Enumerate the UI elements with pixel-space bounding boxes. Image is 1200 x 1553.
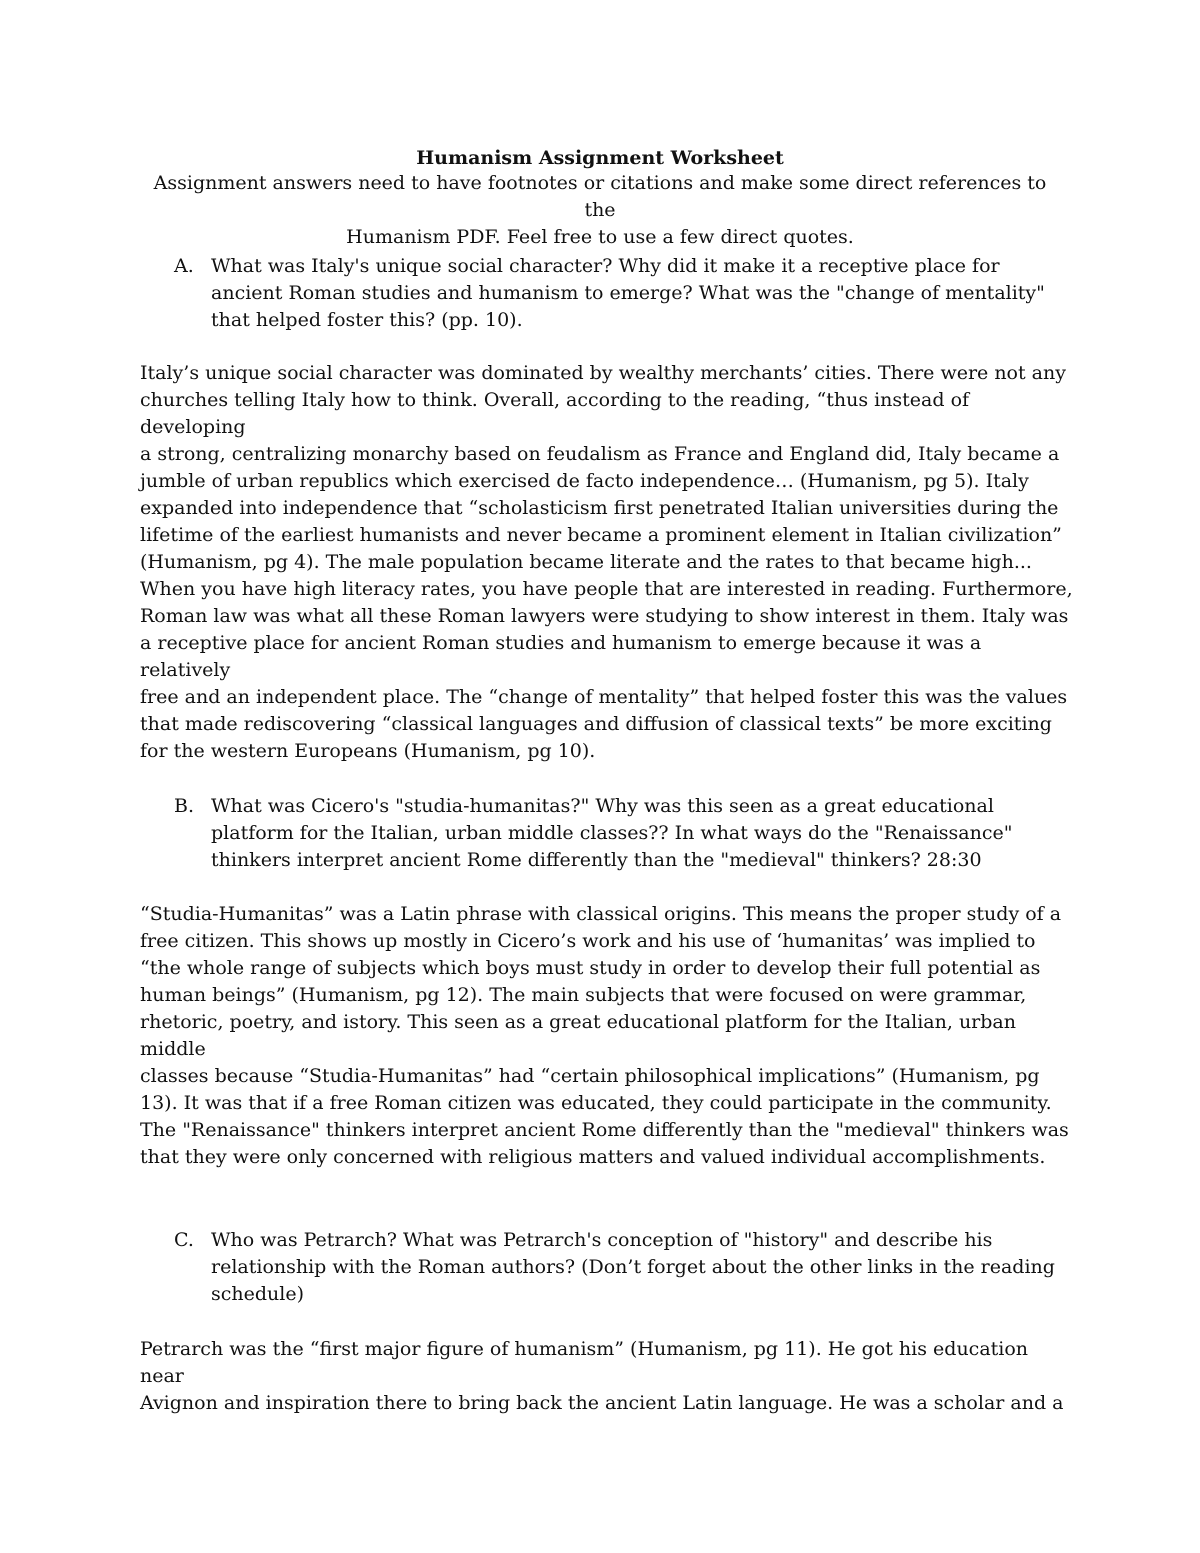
question-a <box>174 253 1074 334</box>
assignment-instructions <box>140 170 1060 251</box>
answer-a: Italy’s unique social character was dominated by wealthy merchants’ cities. There were not any churches telling Italy how to think. Overall, according to the reading, “thus instead of developing a strong, centralizing monarchy based on feudalism as France and England did, Italy became a jumble of urban republics which exercised de facto independence… (Humanism, pg 5). Italy expanded into independence that “scholasticism first penetrated Italian universities during the lifetime of the earliest humanists and never became a prominent element in Italian civilization” (Humanism, pg 4). The male population became literate and the rates to that became high... When you have high literacy rates, you have people that are interested in reading. Furthermore, Roman law was what all these Roman lawyers were studying to show interest in them. Italy was a receptive place for ancient Roman studies and humanism to emerge because it was a relatively free and an independent place. The “change of mentality” that helped foster this was the values that made rediscovering “classical languages and diffusion of classical texts” be more exciting for the western Europeans (Humanism, pg 10). <box>140 362 1073 762</box>
document-title: Humanism Assignment Worksheet <box>416 147 784 169</box>
answer-c: Petrarch was the “first major figure of humanism” (Humanism, pg 11). He got his education near Avignon and inspiration there to bring back the ancient Latin language. He was a scholar and a <box>140 1338 1064 1414</box>
question-text: What was Italy's unique social character? Why did it make it a receptive place for ancient Roman studies and humanism to emerge? What was the "change of mentality" that helped foster this? (pp. 10). <box>211 255 1045 331</box>
answer-b: “Studia-Humanitas” was a Latin phrase with classical origins. This means the proper study of a free citizen. This shows up mostly in Cicero’s work and his use of ‘humanitas’ was implied to “the whole range of subjects which boys must study in order to develop their full potential as human beings” (Humanism, pg 12). The main subjects that were focused on were grammar, rhetoric, poetry, and istory. This seen as a great educational platform for the Italian, urban middle classes because “Studia-Humanitas” had “certain philosophical implications” (Humanism, pg 13). It was that if a free Roman citizen was educated, they could participate in the community. The "Renaissance" thinkers interpret ancient Rome differently than the "medieval" thinkers was that they were only concerned with religious matters and valued individual accomplishments. <box>140 903 1069 1168</box>
question-letter: A. <box>174 255 194 277</box>
question-letter: B. <box>174 795 195 817</box>
instructions-line-1: Assignment answers need to have footnotes or citations and make some direct references to the <box>153 172 1047 221</box>
question-b <box>174 793 1074 874</box>
question-text: What was Cicero's "studia-humanitas?" Why was this seen as a great educational platform for the Italian, urban middle classes?? In what ways do the "Renaissance" thinkers interpret ancient Rome differently than the "medieval" thinkers? 28:30 <box>211 795 1013 871</box>
question-letter: C. <box>174 1229 194 1251</box>
instructions-line-2: Humanism PDF. Feel free to use a few direct quotes. <box>346 226 854 248</box>
question-c <box>174 1227 1074 1308</box>
question-text: Who was Petrarch? What was Petrarch's conception of "history" and describe his relationship with the Roman authors? (Don’t forget about the other links in the reading schedule) <box>211 1229 1055 1305</box>
